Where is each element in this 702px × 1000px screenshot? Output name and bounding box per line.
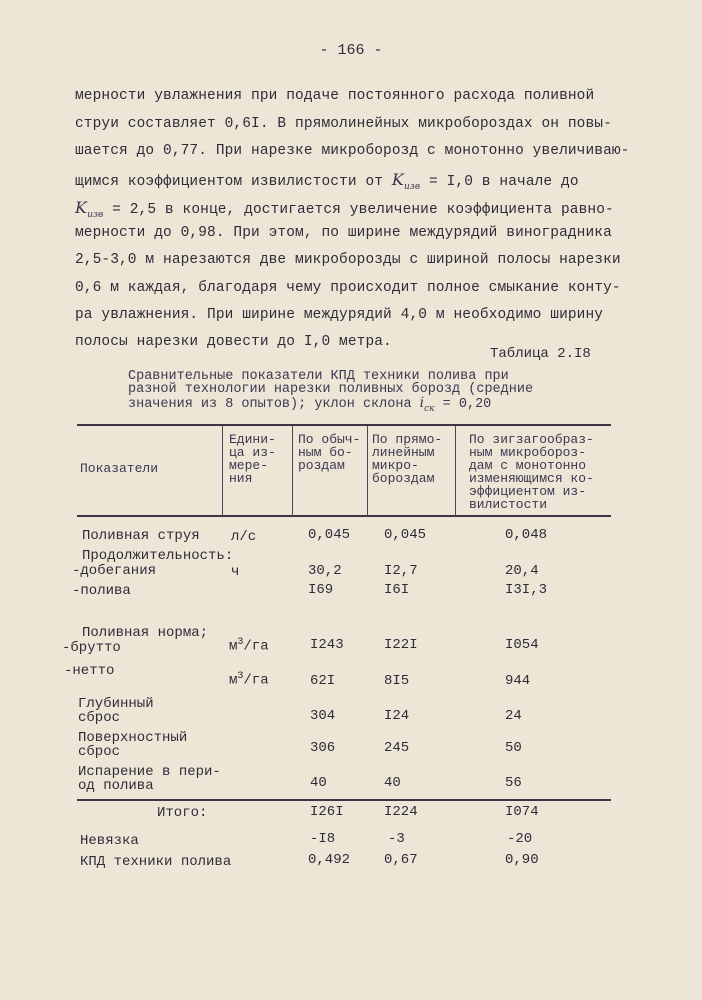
cell-col1: I243 (310, 637, 344, 653)
cell-col1: -I8 (310, 831, 336, 847)
cell-col3: 20,4 (505, 563, 539, 579)
k-symbol: $K_{изв}$ (391, 170, 421, 193)
slope-symbol: $i_{ск}$ (419, 395, 435, 414)
total-label: Итого: (157, 805, 208, 821)
header-col1: По обыч- ным бо- роздам (298, 432, 361, 473)
row-label: Поливная норма; (82, 625, 209, 641)
cell-col3: I054 (505, 637, 539, 653)
paragraph-line: струи составляет 0,6I. В прямолинейных микробороздах он повы- (75, 116, 612, 132)
column-divider (455, 426, 456, 516)
table-title-line: разной технологии нарезки поливных борозд (средние (128, 382, 534, 397)
row-label: Поливная струя (82, 528, 200, 544)
table-title-line: значения из 8 опытов); уклон склона $i_{ск} = 0,20$ (128, 395, 492, 414)
paragraph-line: ра увлажнения. При ширине междурядий 4,0 м необходимо ширину (75, 307, 604, 323)
row-label: -нетто (64, 663, 115, 679)
row-unit: $м^3/га$ (229, 671, 269, 689)
header-col3: По зигзагообраз- ным микроборoз- дам с монотонно изменяющимся ко- эффициентом из- вилистости (469, 432, 594, 512)
row-label: од полива (78, 778, 154, 794)
cell-col3: 944 (505, 673, 531, 689)
row-label: -полива (72, 583, 131, 599)
row-label: сброс (78, 710, 121, 726)
column-divider (292, 426, 293, 516)
cell-col3: 0,90 (505, 852, 539, 868)
paragraph-line: 2,5-3,0 м нарезаются две микроборозды с шириной полосы нарезки (75, 252, 621, 268)
header-col2: По прямо- линейным микро- бороздам (372, 432, 443, 486)
cell-col1: I26I (310, 804, 344, 820)
row-label: Испарение в пери- (78, 764, 221, 780)
column-divider (367, 426, 368, 516)
cell-col1: 30,2 (308, 563, 342, 579)
row-label: сброс (78, 744, 121, 760)
paragraph-line: 0,6 м каждая, благодаря чему происходит полное смыкание конту- (75, 280, 621, 296)
row-label: -добегания (72, 563, 157, 579)
cell-col3: I3I,3 (505, 582, 548, 598)
cell-col2: -3 (388, 831, 405, 847)
paragraph-line: мерности до 0,98. При этом, по ширине междурядий виноградника (75, 225, 612, 241)
cell-col2: I6I (384, 582, 410, 598)
cell-col3: 0,048 (505, 527, 548, 543)
table-label: Таблица 2.I8 (490, 346, 591, 362)
table-total-rule (77, 799, 611, 801)
header-indicator: Показатели (80, 461, 159, 476)
row-label: Глубинный (78, 696, 154, 712)
cell-col1: 0,045 (308, 527, 351, 543)
cell-col2: 0,67 (384, 852, 418, 868)
cell-col3: 24 (505, 708, 522, 724)
cell-col1: 40 (310, 775, 327, 791)
row-label: КПД техники полива (80, 854, 232, 870)
row-label: Продолжительность: (82, 548, 234, 564)
cell-col2: I22I (384, 637, 418, 653)
row-unit: л/с (231, 529, 257, 545)
row-label: Поверхностный (78, 730, 188, 746)
cell-col2: I2,7 (384, 563, 418, 579)
k-symbol: $K_{изв}$ (75, 198, 104, 221)
paragraph-line: $K_{изв} = 2,5$ в конце, достигается увеличение коэффициента равно- (75, 198, 614, 221)
cell-col1: I69 (308, 582, 334, 598)
cell-col1: 62I (310, 673, 336, 689)
cell-col2: 0,045 (384, 527, 427, 543)
cell-col3: 50 (505, 740, 522, 756)
cell-col1: 304 (310, 708, 336, 724)
paragraph-line: шается до 0,77. При нарезке микроборозд с монотонно увеличиваю- (75, 143, 630, 159)
header-unit: Едини- ца из- мере- ния (229, 432, 276, 486)
row-unit: $м^3/га$ (229, 637, 269, 655)
cell-col2: 40 (384, 775, 401, 791)
cell-col2: 8I5 (384, 673, 410, 689)
cell-col3: I074 (505, 804, 539, 820)
cell-col2: I24 (384, 708, 410, 724)
table-top-rule (77, 424, 611, 426)
cell-col3: 56 (505, 775, 522, 791)
cell-col1: 0,492 (308, 852, 351, 868)
paragraph-line: мерности увлажнения при подаче постоянного расхода поливной (75, 88, 595, 104)
table-header-rule (77, 515, 611, 517)
cell-col2: 245 (384, 740, 410, 756)
column-divider (222, 426, 223, 516)
page-number: - 166 - (319, 42, 383, 59)
row-label: -брутто (62, 640, 121, 656)
paragraph-line: полосы нарезки довести до I,0 метра. (75, 334, 392, 350)
row-label: Невязка (80, 833, 139, 849)
row-unit: ч (231, 564, 240, 580)
cell-col1: 306 (310, 740, 336, 756)
cell-col3: -20 (507, 831, 533, 847)
paragraph-line: щимся коэффициентом извилистости от $K_{изв} = I,0$ в начале до (75, 170, 579, 193)
table-title-line: Сравнительные показатели КПД техники полива при (128, 369, 509, 384)
cell-col2: I224 (384, 804, 418, 820)
